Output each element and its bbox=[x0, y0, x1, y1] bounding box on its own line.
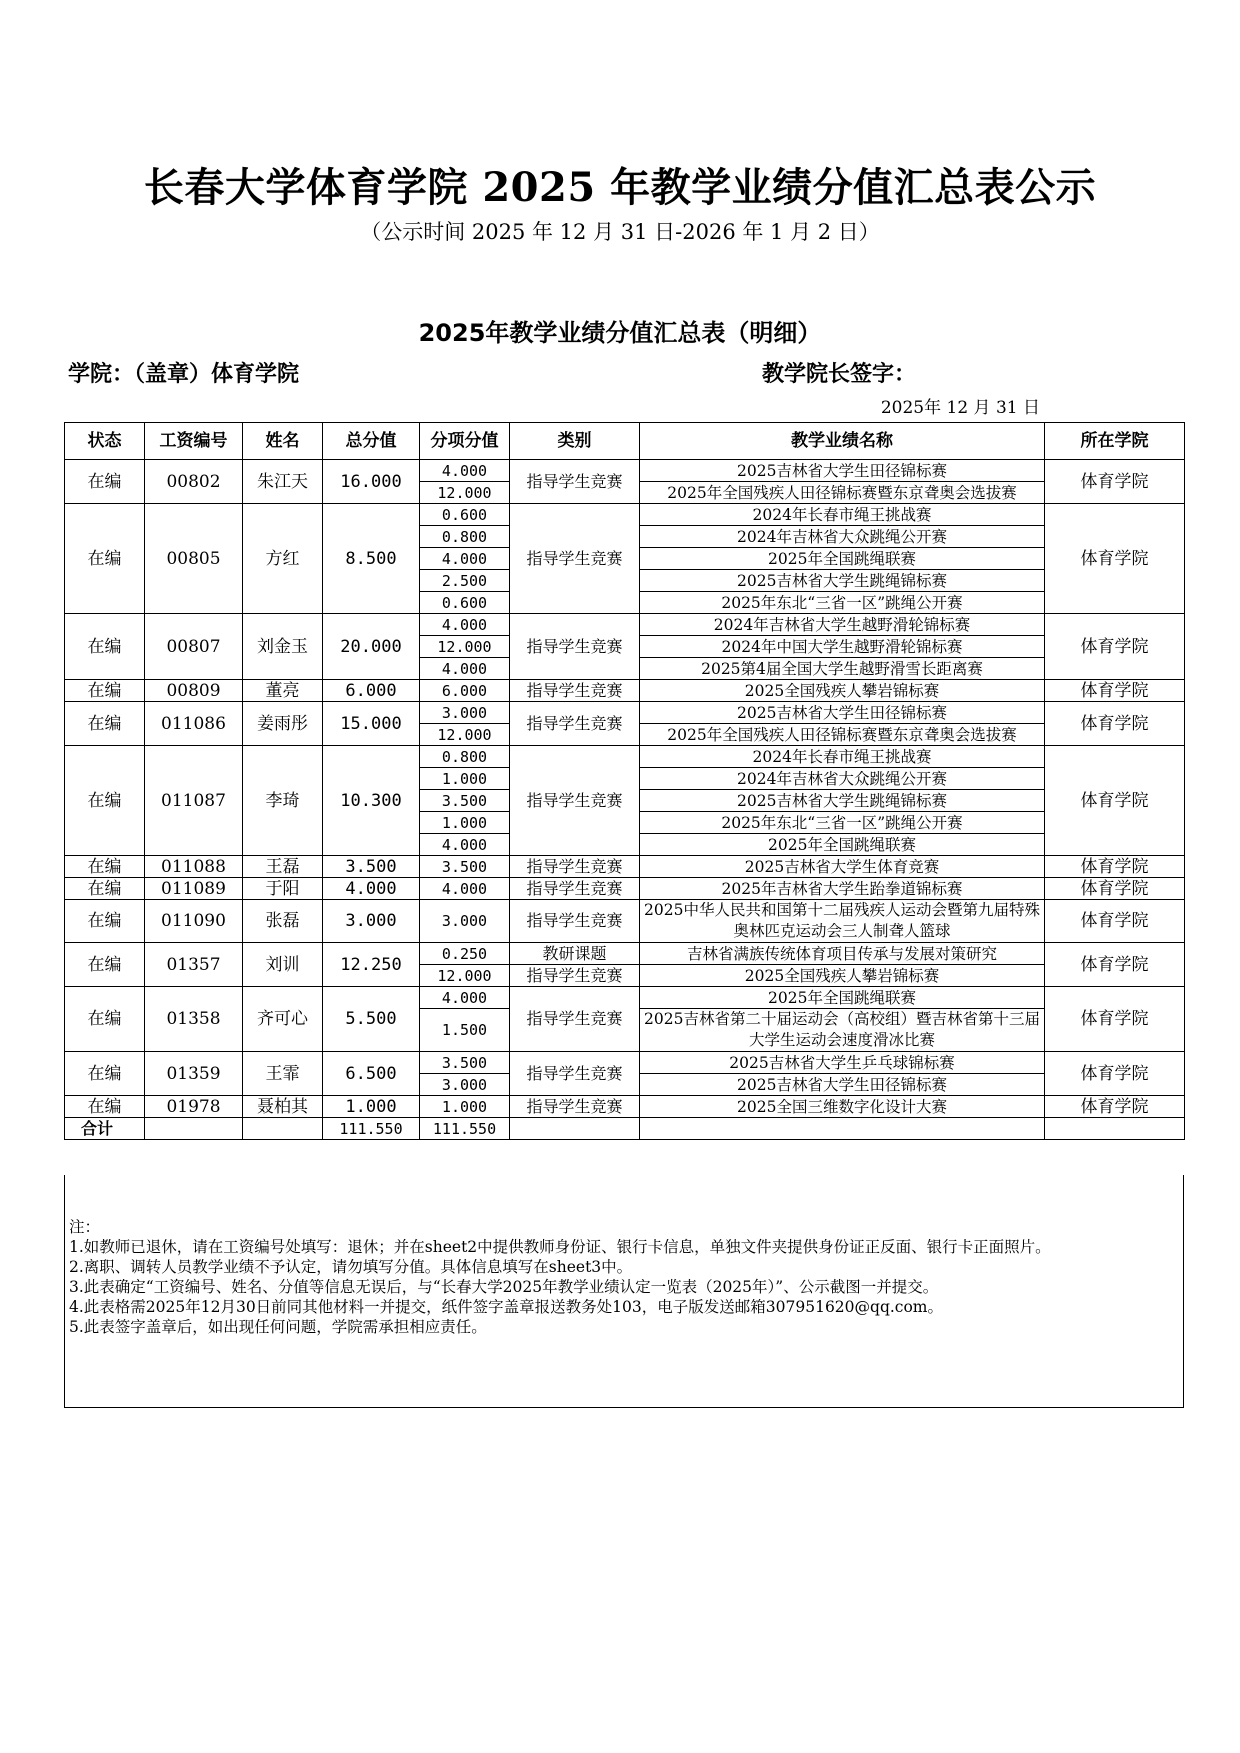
status-cell: 在编 bbox=[65, 504, 145, 614]
item-score-cell: 3.500 bbox=[420, 1052, 510, 1074]
achievement-cell: 2025吉林省大学生田径锦标赛 bbox=[640, 460, 1045, 482]
notes-heading: 注： bbox=[69, 1218, 101, 1236]
table-title: 2025年教学业绩分值汇总表（明细） bbox=[418, 319, 822, 347]
category-cell: 指导学生竞赛 bbox=[510, 965, 640, 987]
achievement-cell: 2025第4届全国大学生越野滑雪长距离赛 bbox=[640, 658, 1045, 680]
name-cell: 于阳 bbox=[243, 878, 323, 900]
salary-id-cell: 01359 bbox=[145, 1052, 243, 1096]
table-row bbox=[65, 680, 1185, 702]
item-score-cell: 4.000 bbox=[420, 548, 510, 570]
item-score-cell: 4.000 bbox=[420, 658, 510, 680]
category-cell: 指导学生竞赛 bbox=[510, 1096, 640, 1118]
college-cell: 体育学院 bbox=[1045, 856, 1185, 878]
college-cell: 体育学院 bbox=[1045, 943, 1185, 987]
table-row bbox=[65, 943, 1185, 965]
category-cell: 指导学生竞赛 bbox=[510, 460, 640, 504]
notes-box bbox=[64, 1175, 1184, 1408]
table-body bbox=[65, 460, 1185, 1118]
salary-id-cell: 01978 bbox=[145, 1096, 243, 1118]
college-cell: 体育学院 bbox=[1045, 614, 1185, 680]
category-cell: 指导学生竞赛 bbox=[510, 900, 640, 943]
item-score-cell: 3.000 bbox=[420, 702, 510, 724]
table-row bbox=[65, 504, 1185, 526]
salary-id-cell: 011088 bbox=[145, 856, 243, 878]
table-row bbox=[65, 460, 1185, 482]
salary-id-cell: 01357 bbox=[145, 943, 243, 987]
empty-cell bbox=[243, 1118, 323, 1140]
table-row bbox=[65, 1096, 1185, 1118]
empty-cell bbox=[640, 1118, 1045, 1140]
category-cell: 指导学生竞赛 bbox=[510, 987, 640, 1052]
achievement-cell: 2025吉林省大学生乒乓球锦标赛 bbox=[640, 1052, 1045, 1074]
achievement-cell: 2025中华人民共和国第十二届残疾人运动会暨第九届特殊奥林匹克运动会三人制聋人篮球 bbox=[640, 900, 1045, 943]
total-score-cell: 3.000 bbox=[323, 900, 420, 943]
item-score-cell: 12.000 bbox=[420, 482, 510, 504]
total-score-cell: 6.000 bbox=[323, 680, 420, 702]
item-score-cell: 3.500 bbox=[420, 856, 510, 878]
category-cell: 教研课题 bbox=[510, 943, 640, 965]
total-score-cell: 3.500 bbox=[323, 856, 420, 878]
table-row bbox=[65, 614, 1185, 636]
table-row bbox=[65, 746, 1185, 768]
category-cell: 指导学生竞赛 bbox=[510, 1052, 640, 1096]
college-cell: 体育学院 bbox=[1045, 702, 1185, 746]
performance-detail-table bbox=[64, 422, 1185, 1140]
column-header: 教学业绩名称 bbox=[640, 423, 1045, 460]
achievement-cell: 2025年东北“三省一区”跳绳公开赛 bbox=[640, 592, 1045, 614]
college-cell: 体育学院 bbox=[1045, 987, 1185, 1052]
item-score-cell: 4.000 bbox=[420, 614, 510, 636]
status-cell: 在编 bbox=[65, 1052, 145, 1096]
item-score-cell: 1.000 bbox=[420, 768, 510, 790]
table-row bbox=[65, 900, 1185, 943]
college-cell: 体育学院 bbox=[1045, 900, 1185, 943]
category-cell: 指导学生竞赛 bbox=[510, 504, 640, 614]
item-score-cell: 0.800 bbox=[420, 526, 510, 548]
item-score-cell: 3.500 bbox=[420, 790, 510, 812]
status-cell: 在编 bbox=[65, 943, 145, 987]
item-score-cell: 1.000 bbox=[420, 812, 510, 834]
dean-signature-label: 教学院长签字： bbox=[762, 362, 917, 387]
achievement-cell: 2024年长春市绳王挑战赛 bbox=[640, 746, 1045, 768]
sign-date: 2025年 12 月 31 日 bbox=[880, 398, 1040, 418]
college-cell: 体育学院 bbox=[1045, 878, 1185, 900]
item-score-cell: 2.500 bbox=[420, 570, 510, 592]
note-item: 1.如教师已退休，请在工资编号处填写：退休；并在sheet2中提供教师身份证、银行卡信息，单独文件夹提供身份证正反面、银行卡正面照片。 bbox=[69, 1238, 1051, 1256]
total-score-cell: 1.000 bbox=[323, 1096, 420, 1118]
item-score-cell: 1.000 bbox=[420, 1096, 510, 1118]
salary-id-cell: 01358 bbox=[145, 987, 243, 1052]
table-row bbox=[65, 1052, 1185, 1074]
status-cell: 在编 bbox=[65, 1096, 145, 1118]
item-score-cell: 1.500 bbox=[420, 1009, 510, 1052]
achievement-cell: 2025全国残疾人攀岩锦标赛 bbox=[640, 965, 1045, 987]
table-row bbox=[65, 702, 1185, 724]
achievement-cell: 2024年中国大学生越野滑轮锦标赛 bbox=[640, 636, 1045, 658]
total-score-cell: 16.000 bbox=[323, 460, 420, 504]
salary-id-cell: 00809 bbox=[145, 680, 243, 702]
category-cell: 指导学生竞赛 bbox=[510, 614, 640, 680]
column-header: 状态 bbox=[65, 423, 145, 460]
achievement-cell: 2025年全国跳绳联赛 bbox=[640, 834, 1045, 856]
salary-id-cell: 011089 bbox=[145, 878, 243, 900]
total-score-cell: 6.500 bbox=[323, 1052, 420, 1096]
salary-id-cell: 00807 bbox=[145, 614, 243, 680]
empty-cell bbox=[510, 1118, 640, 1140]
salary-id-cell: 011090 bbox=[145, 900, 243, 943]
note-item: 5.此表签字盖章后，如出现任何问题，学院需承担相应责任。 bbox=[69, 1318, 487, 1336]
achievement-cell: 2024年吉林省大众跳绳公开赛 bbox=[640, 768, 1045, 790]
total-label: 合计 bbox=[65, 1118, 145, 1140]
category-cell: 指导学生竞赛 bbox=[510, 878, 640, 900]
salary-id-cell: 011086 bbox=[145, 702, 243, 746]
category-cell: 指导学生竞赛 bbox=[510, 856, 640, 878]
achievement-cell: 2025吉林省第二十届运动会（高校组）暨吉林省第十三届大学生运动会速度滑冰比赛 bbox=[640, 1009, 1045, 1052]
item-score-cell: 0.600 bbox=[420, 592, 510, 614]
college-cell: 体育学院 bbox=[1045, 746, 1185, 856]
item-score-cell: 12.000 bbox=[420, 724, 510, 746]
achievement-cell: 2025年全国残疾人田径锦标赛暨东京聋奥会选拔赛 bbox=[640, 482, 1045, 504]
achievement-cell: 2025吉林省大学生田径锦标赛 bbox=[640, 1074, 1045, 1096]
item-score-cell: 4.000 bbox=[420, 987, 510, 1009]
name-cell: 张磊 bbox=[243, 900, 323, 943]
table-row bbox=[65, 856, 1185, 878]
note-item: 3.此表确定“工资编号、姓名、分值等信息无误后，与“长春大学2025年教学业绩认定一览表（2025年）”、公示截图一并提交。 bbox=[69, 1278, 939, 1296]
publication-period: （公示时间 2025 年 12 月 31 日-2026 年 1 月 2 日） bbox=[360, 220, 880, 244]
total-score-cell: 8.500 bbox=[323, 504, 420, 614]
table-row bbox=[65, 878, 1185, 900]
total-score-cell: 10.300 bbox=[323, 746, 420, 856]
college-cell: 体育学院 bbox=[1045, 460, 1185, 504]
college-cell: 体育学院 bbox=[1045, 504, 1185, 614]
name-cell: 李琦 bbox=[243, 746, 323, 856]
status-cell: 在编 bbox=[65, 878, 145, 900]
total-score-cell: 4.000 bbox=[323, 878, 420, 900]
item-score-cell: 0.600 bbox=[420, 504, 510, 526]
item-score-cell: 3.000 bbox=[420, 900, 510, 943]
name-cell: 刘金玉 bbox=[243, 614, 323, 680]
item-score-cell: 4.000 bbox=[420, 878, 510, 900]
page-title: 长春大学体育学院 2025 年教学业绩分值汇总表公示 bbox=[143, 164, 1097, 211]
item-score-cell: 4.000 bbox=[420, 834, 510, 856]
total-score-cell: 5.500 bbox=[323, 987, 420, 1052]
achievement-cell: 2025年东北“三省一区”跳绳公开赛 bbox=[640, 812, 1045, 834]
achievement-cell: 2025吉林省大学生跳绳锦标赛 bbox=[640, 790, 1045, 812]
notes bbox=[69, 1217, 1177, 1337]
college-cell: 体育学院 bbox=[1045, 1096, 1185, 1118]
achievement-cell: 2025吉林省大学生跳绳锦标赛 bbox=[640, 570, 1045, 592]
achievement-cell: 2024年吉林省大学生越野滑轮锦标赛 bbox=[640, 614, 1045, 636]
status-cell: 在编 bbox=[65, 460, 145, 504]
note-item: 4.此表格需2025年12月30日前同其他材料一并提交，纸件签字盖章报送教务处103，电子版发送邮箱307951620@qq.com。 bbox=[69, 1298, 944, 1316]
status-cell: 在编 bbox=[65, 614, 145, 680]
category-cell: 指导学生竞赛 bbox=[510, 746, 640, 856]
status-cell: 在编 bbox=[65, 746, 145, 856]
achievement-cell: 2025年全国残疾人田径锦标赛暨东京聋奥会选拔赛 bbox=[640, 724, 1045, 746]
total-row bbox=[65, 1118, 1185, 1140]
column-header: 总分值 bbox=[323, 423, 420, 460]
total-score-cell: 20.000 bbox=[323, 614, 420, 680]
status-cell: 在编 bbox=[65, 987, 145, 1052]
achievement-cell: 2025年吉林省大学生跆拳道锦标赛 bbox=[640, 878, 1045, 900]
achievement-cell: 2025吉林省大学生体育竞赛 bbox=[640, 856, 1045, 878]
column-header: 所在学院 bbox=[1045, 423, 1185, 460]
category-cell: 指导学生竞赛 bbox=[510, 680, 640, 702]
achievement-cell: 2025全国残疾人攀岩锦标赛 bbox=[640, 680, 1045, 702]
item-score-cell: 6.000 bbox=[420, 680, 510, 702]
name-cell: 聂柏其 bbox=[243, 1096, 323, 1118]
empty-cell bbox=[1045, 1118, 1185, 1140]
salary-id-cell: 00802 bbox=[145, 460, 243, 504]
grand-total: 111.550 bbox=[323, 1118, 420, 1140]
item-score-cell: 0.800 bbox=[420, 746, 510, 768]
status-cell: 在编 bbox=[65, 702, 145, 746]
college-stamp-label: 学院：（盖章）体育学院 bbox=[68, 362, 300, 387]
status-cell: 在编 bbox=[65, 900, 145, 943]
name-cell: 朱江天 bbox=[243, 460, 323, 504]
name-cell: 王霏 bbox=[243, 1052, 323, 1096]
category-cell: 指导学生竞赛 bbox=[510, 702, 640, 746]
table-row bbox=[65, 987, 1185, 1009]
column-header: 姓名 bbox=[243, 423, 323, 460]
item-score-cell: 0.250 bbox=[420, 943, 510, 965]
name-cell: 董亮 bbox=[243, 680, 323, 702]
achievement-cell: 2024年长春市绳王挑战赛 bbox=[640, 504, 1045, 526]
achievement-cell: 2025全国三维数字化设计大赛 bbox=[640, 1096, 1045, 1118]
item-score-cell: 3.000 bbox=[420, 1074, 510, 1096]
column-header: 工资编号 bbox=[145, 423, 243, 460]
name-cell: 齐可心 bbox=[243, 987, 323, 1052]
total-score-cell: 12.250 bbox=[323, 943, 420, 987]
name-cell: 姜雨彤 bbox=[243, 702, 323, 746]
college-cell: 体育学院 bbox=[1045, 680, 1185, 702]
item-score-cell: 12.000 bbox=[420, 636, 510, 658]
achievement-cell: 2024年吉林省大众跳绳公开赛 bbox=[640, 526, 1045, 548]
note-item: 2.离职、调转人员教学业绩不予认定，请勿填写分值。具体信息填写在sheet3中。 bbox=[69, 1258, 633, 1276]
salary-id-cell: 011087 bbox=[145, 746, 243, 856]
name-cell: 王磊 bbox=[243, 856, 323, 878]
score-total: 111.550 bbox=[420, 1118, 510, 1140]
salary-id-cell: 00805 bbox=[145, 504, 243, 614]
total-score-cell: 15.000 bbox=[323, 702, 420, 746]
table-header-row bbox=[65, 423, 1185, 460]
achievement-cell: 2025年全国跳绳联赛 bbox=[640, 548, 1045, 570]
empty-cell bbox=[145, 1118, 243, 1140]
name-cell: 刘训 bbox=[243, 943, 323, 987]
column-header: 类别 bbox=[510, 423, 640, 460]
achievement-cell: 吉林省满族传统体育项目传承与发展对策研究 bbox=[640, 943, 1045, 965]
name-cell: 方红 bbox=[243, 504, 323, 614]
status-cell: 在编 bbox=[65, 680, 145, 702]
achievement-cell: 2025吉林省大学生田径锦标赛 bbox=[640, 702, 1045, 724]
status-cell: 在编 bbox=[65, 856, 145, 878]
item-score-cell: 12.000 bbox=[420, 965, 510, 987]
achievement-cell: 2025年全国跳绳联赛 bbox=[640, 987, 1045, 1009]
column-header: 分项分值 bbox=[420, 423, 510, 460]
college-cell: 体育学院 bbox=[1045, 1052, 1185, 1096]
item-score-cell: 4.000 bbox=[420, 460, 510, 482]
